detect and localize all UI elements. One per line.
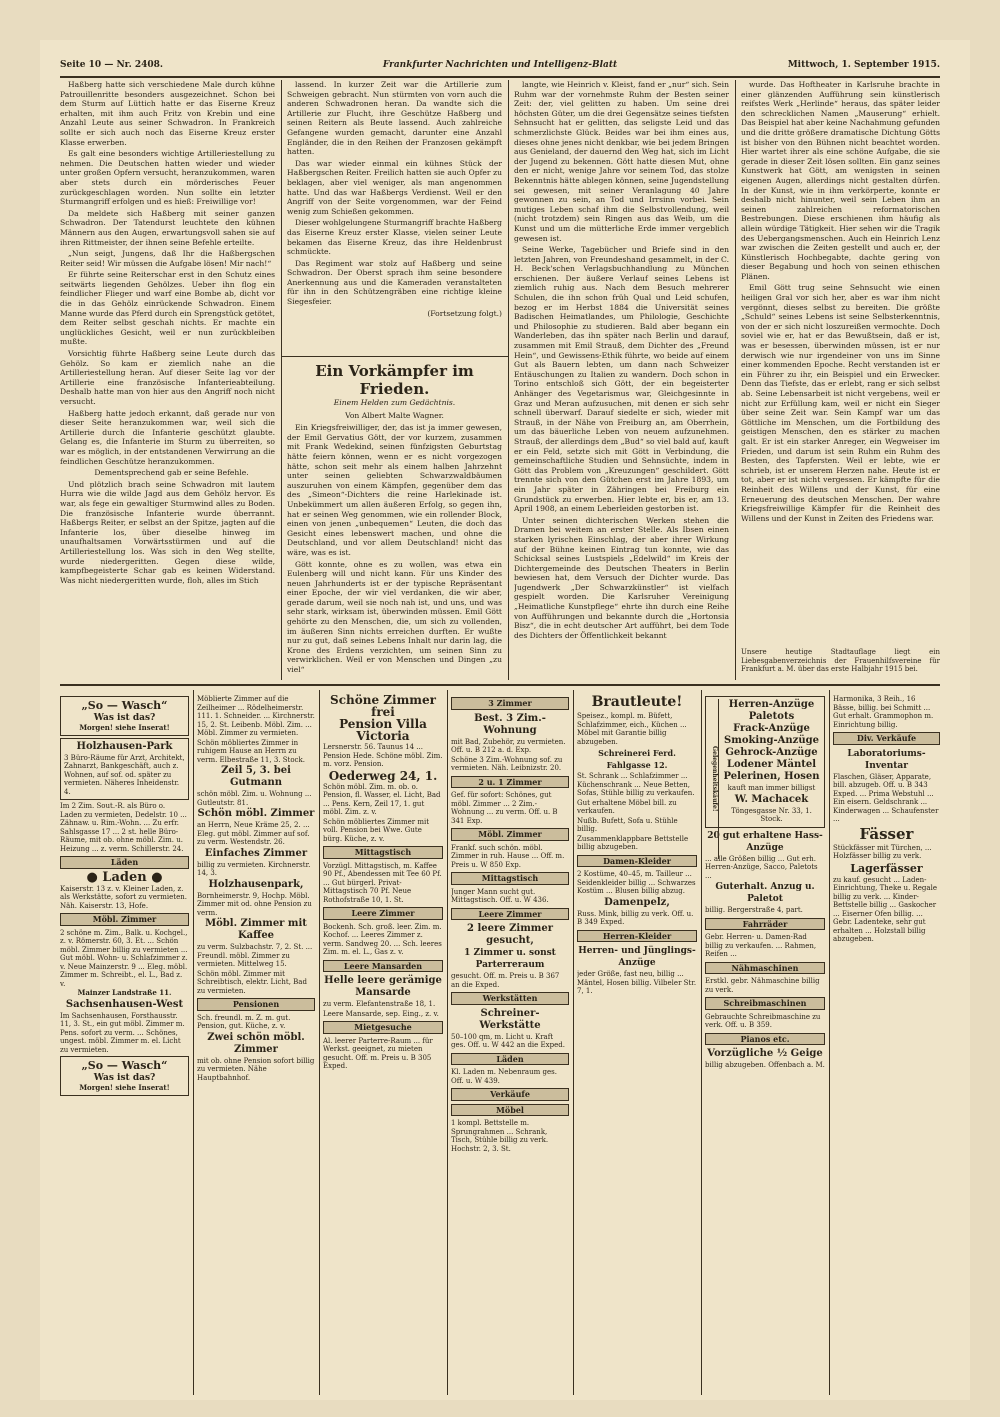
category-header: Mietgesuche: [323, 1021, 443, 1034]
ad-column-divider: [701, 690, 702, 1395]
ad-text: Schön möbliertes Zimmer in ruhigem Hause an Herrn zu verm. Elbestraße 11, 3. Stock.: [197, 738, 305, 764]
ad-text: Lersnerstr. 56. Taunus 14 ... Pension Hede. Schöne möbl. Zim. m. vorz. Pension.: [323, 743, 443, 768]
ad-heading: Pension Villa Victoria: [339, 717, 427, 743]
ad-text: Im 2 Zim. Sout.-R. als Büro o. Laden zu vermieten, Dedelstr. 10 ... Zähnaw. u. Rim.-Wohn. ... Zu erfr. Sahlsgasse 17 ... 2 st. helle Büro-Räume, mit ob. ohne möbl. Zim. u. Heizung ... z. verm. Schillerstr. 24.: [60, 802, 187, 853]
ad-text: Harmonika, 3 Reih., 16 Bässe, billig. bei Schmitt ... Gut erhalt. Grammophon m. Einrichtung billig.: [833, 695, 934, 729]
story-paragraph: Es galt eine besonders wichtige Artilleriestellung zu nehmen. Die Deutschen hatten wieder und wieder unter großen Opfern versucht, heranzukommen, waren aber stets durch ein mörderisches Feuer zurückgeschlagen worden. Nun sollte ein letzter Sturmangriff erfolgen und es hieß: Freiwillige vor!: [60, 149, 275, 207]
category-header: Mittagstisch: [323, 846, 443, 859]
category-header: Pianos etc.: [705, 1033, 825, 1046]
ad-text: kauft man immer billigst: [727, 784, 816, 792]
story-column-1: [60, 80, 275, 680]
ad-heading: Vorzügliche ½ Geige: [707, 1048, 823, 1059]
category-header: Nähmaschinen: [705, 962, 825, 975]
category-header: Leere Mansarden: [323, 960, 443, 973]
category-header: Schreibmaschinen: [705, 997, 825, 1010]
ad-heading: Best. 3 Zim.-Wohnung: [474, 712, 546, 736]
ad-text: Schön möbliertes Zimmer mit voll. Pension bei Wwe. Gute bürg. Küche, z. v.: [323, 817, 430, 843]
ad-text: 2 Kostüme, 40–45, m. Tailleur ... Seidenkleider billig ... Schwarzes Kostüm ... Blusen billig abzug.: [577, 870, 696, 895]
ad-text: Gebrauchte Schreibmaschine zu verk. Off. u. B 359.: [705, 1012, 821, 1029]
story-paragraph: Das war wieder einmal ein kühnes Stück der Haßbergschen Reiter. Freilich hatten sie auch Opfer zu beklagen, aber viel weniger, als man angenommen hatte. Und das war Haßbergs Verdienst. Weil er den Angriff von der Seite vorgenommen, war der Feind wenig zum Schießen gekommen.: [287, 158, 502, 216]
ads-column-5: [577, 694, 697, 1394]
ad-heading: ● Laden ●: [86, 869, 163, 885]
feature-byline: Von Albert Malte Wagner.: [345, 410, 444, 420]
ad-text: Leere Mansarde, sep. Eing., z. v.: [323, 1009, 439, 1018]
category-header: Möbl. Zimmer: [451, 828, 569, 841]
ad-heading: Guterhalt. Anzug u. Paletot: [715, 882, 815, 904]
ad-text: Frankf. such schön. möbl. Zimmer in ruh. Hause ... Off. m. Preis u. W 850 Exp.: [451, 843, 565, 869]
ad-text: Stückfässer mit Türchen, ... Holzfässer billig zu verk.: [833, 843, 932, 860]
ad-column-divider: [573, 690, 574, 1395]
ad-text: jeder Größe, fast neu, billig ... Mäntel, Hosen billig. Vilbeler Str. 7, 1.: [577, 970, 697, 995]
ad-heading: 20 gut erhaltene Hass-Anzüge: [707, 830, 823, 853]
ad-text: 50–100 qm, m. Licht u. Kraft ges. Off. u. W 442 an die Exped.: [451, 1032, 565, 1049]
ad-text: 3 Büro-Räume für Arzt, Architekt, Zahnarzt, Bankgeschäft, auch z. Wohnen, auf sof. od. später zu vermieten. Näheres Inheidenstr. 4.: [64, 753, 185, 796]
ad-text: billig zu vermieten. Kirchnerstr. 14, 3.: [197, 860, 311, 877]
ad-heading: Möbl. Zimmer mit Kaffee: [205, 918, 307, 941]
ad-text: 2 schöne m. Zim., Balk. u. Kochgel., z. v. Römerstr. 60, 3. Et. ... Schön möbl. Zimmer billig zu vermieten ... Gut möbl. Wohn- u. Schlafzimmer z. v. Neue Mainzerstr. 9 ... Eleg. möbl. Zimmer m. Schreibt., el. L., Bad z. v.: [60, 928, 188, 988]
promo-ad: [60, 1056, 189, 1096]
category-header: Leere Zimmer: [323, 907, 443, 920]
story-paragraph: „Nun seigt, Jungens, daß Ihr die Haßbergschen Reiter seid! Wir müssen die Aufgabe lösen! Mir nach!“: [60, 249, 275, 268]
ad-heading: Mainzer Landstraße 11.: [77, 988, 172, 997]
ad-text: gesucht. Off. m. Preis u. B 367 an die Exped.: [451, 972, 560, 989]
ad-text: Gut erhaltene Möbel bill. zu verkaufen.: [577, 798, 677, 815]
ad-heading: Brautleute!: [591, 694, 683, 710]
header-rule: [60, 76, 940, 78]
ad-heading: Smoking-Anzüge: [724, 735, 819, 746]
feature-paragraph: Ein Kriegsfreiwilliger, der, das ist ja immer gewesen, der Emil Gervatius Gött, der vor kurzem, zusammen mit Frank Wedekind, seinen fünfzigsten Geburtstag hätte feiern können, wenn er es nicht vorgezogen hätte, schon seit mehr als einem halben Jahrzehnt unter seinen geliebten Schwarzwaldbäumen auszuruhen von einem Kämpfen, gegenüber dem das des „Simeon“-Dichters die reine Harlekinade ist. Unbekümmert um allen äußeren Erfolg, so gegen ihn, hat er seinen Weg genommen, wie ein rollender Block, einen von jenen „unbequemen“ Leuten, die doch das Gesicht eines lebenswert machen, und ohne die Deutschland, und vor allem Deutschland! nicht das wäre, was es ist.: [287, 423, 502, 557]
supplement-text: Unsere heutige Stadtauflage liegt ein Liebesgabenverzeichnis der Frauenhilfsvereine für Frankfurt a. M. über das erste Halbjahr 1915 bei.: [741, 648, 940, 673]
ad-heading: 1 Zimmer u. sonst Parterreraum: [464, 948, 556, 970]
ad-text: Vorzügl. Mittagstisch, m. Kaffee 90 Pf., Abendessen mit Tee 60 Pf. ... Gut bürgerl. Privat-Mittagstisch 70 Pf. Neue Rothofstraße 10, 1. St.: [323, 861, 442, 904]
ad-text: Kl. Laden m. Nebenraum ges. Off. u. W 439.: [451, 1068, 557, 1085]
ad-text: Töngesgasse Nr. 33, 1. Stock.: [731, 806, 812, 823]
category-header: Möbel: [451, 1104, 569, 1117]
category-header: Werkstätten: [451, 992, 569, 1005]
story-paragraph: Haßberg hatte sich verschiedene Male durch kühne Patrouillenritte besonders ausgezeichnet. Schon bei dem Sturm auf Lüttich hatte er das Eiserne Kreuz erhalten, mit ihm auch Fritz von Krebin und eine Anzahl Leute aus seiner Schwadron. In Frankreich sollte er sich auch noch das Eiserne Kreuz erster Klasse erwerben.: [60, 80, 275, 147]
ad-heading: 2 leere Zimmer gesucht,: [467, 923, 553, 946]
ads-column-2: [197, 694, 315, 1394]
feature-column-3: [514, 80, 729, 680]
promo-teaser: Morgen! siehe Inserat!: [79, 723, 170, 732]
ad-text: Bockenh. Sch. groß. leer. Zim. m. Kochof. ... Leeres Zimmer z. verm. Sandweg 20. ... Sch. leeres Zim. m. el. L., Gas z. v.: [323, 922, 442, 956]
ad-heading: Damenpelz,: [604, 896, 670, 908]
promo-question: Was ist das?: [93, 713, 156, 723]
ad-heading: Einfaches Zimmer: [204, 847, 308, 859]
clothing-ad: [705, 696, 825, 828]
column-divider: [508, 80, 509, 680]
ad-text: billig abzugeben. Offenbach a. M.: [705, 1061, 825, 1069]
column-divider: [735, 80, 736, 680]
ad-column-divider: [319, 690, 320, 1395]
category-header: Pensionen: [197, 998, 315, 1011]
ad-text: zu verm. Elefantenstraße 18, 1.: [323, 1000, 436, 1008]
ad-text: an Herrn, Neue Kräme 25, 2. ... Eleg. gut möbl. Zimmer auf sof. zu verm. Westendstr. 26.: [197, 821, 310, 846]
ad-text: Kaiserstr. 13 z. v. Kleiner Laden, z. als Werkstätte, sofort zu vermieten. Näh. Kaiserstr. 13, Hofe.: [60, 884, 187, 910]
ads-column-4: [451, 694, 569, 1394]
ads-top-rule: [60, 684, 940, 686]
ad-heading: Lagerfässer: [850, 861, 923, 875]
feature-column-4: [741, 80, 940, 640]
ad-heading: Zeil 5, 3. bei Gutmann: [221, 765, 291, 788]
ad-text: Schöne 3 Zim.-Wohnung sof. zu vermieten. Näh. Leibnizstr. 20.: [451, 755, 563, 772]
ad-heading: Herren- und Jünglings-Anzüge: [578, 946, 696, 968]
section-rule: [282, 356, 508, 357]
ad-heading: Pelerinen, Hosen: [723, 771, 820, 782]
ad-heading: Herren-Anzüge: [728, 699, 815, 710]
story-column-2: [287, 80, 502, 352]
feature-paragraph: langte, wie Heinrich v. Kleist, fand er „nur“ sich. Sein Ruhm war der vornehmste Ruhm der Besten seiner Zeit: der, viel gelitten zu haben. Um seine drei höchsten Güter, um die drei Gegensätze seines tiefsten Sehnsucht hat er gelitten, das seligste Leid und das schmerzlichste Glück. Beides war bei ihm eines aus, dieses ohne jenes nicht denkbar, wie bei jedem Bringen aus Genieland, der dauernd den Weg hat, sich im Licht der Jugend zu bekennen. Gött hatte diesen Mut, ohne den er nicht, wenige Jahre vor seinem Tod, das stolze Bekenntnis hätte ablegen können, seine Jugendstellung sei gewesen, mit seiner Veranlagung 40 Jahre gewonnen zu sein, an Tod und Irrsinn vorbei. Sein mutiges Leben schaf ihm die Selbstvollendung, weil (nicht trotzdem) sein Ringen aus das Weib, um die Kunst und um die mütterliche Erde immer vergeblich gewesen ist.: [514, 80, 729, 243]
ad-text: Zusammenklappbare Bettstelle billig abzugeben.: [577, 834, 689, 851]
ad-heading: Zwei schön möbl. Zimmer: [207, 1031, 305, 1055]
ads-column-3: [323, 694, 443, 1394]
story-paragraph: Dieser wohlgelungene Sturmangriff brachte Haßberg das Eiserne Kreuz erster Klasse, vielen seiner Leute bekamen das Eiserne Kreuz, das ihre Heldenbrust schmückte.: [287, 218, 502, 257]
ad-heading: Oederweg 24, 1.: [328, 768, 438, 783]
ad-column-divider: [447, 690, 448, 1395]
issue-date: Mittwoch, 1. September 1915.: [787, 60, 940, 70]
feature-dedication: Einem Helden zum Gedächtnis.: [333, 398, 456, 407]
ad-text: Schön möbl. Zimmer mit Schreibtisch, elektr. Licht, Bad zu vermieten.: [197, 969, 307, 995]
story-paragraph: Und plötzlich brach seine Schwadron mit lautem Hurra wie die wilde Jagd aus dem Gehölz hervor. Es war, als fege ein gewaltiger Sturmwind alles zu Boden. Die französische Infanterie wurde überrannt. Haßbergs Reiter, er selbst an der Spitze, jagten auf die Infanterie los, über dieselbe hinweg im unaufhaltsamen Vorwärtsstürmen und auf die Artilleriestellung los. Was sich in den Weg stellte, wurde niedergeritten. Gegen diese wilde, kampfbegeisterte Schar gab es keinen Widerstand. Was nicht niedergeritten wurde, floh, alles im Stich: [60, 479, 275, 585]
ad-text: Gebr. Herren- u. Damen-Rad billig zu verkaufen. ... Rahmen, Reifen ...: [705, 933, 817, 958]
ad-heading: Paletots: [748, 711, 795, 722]
ad-sideband: Gelegenheitskäufe!: [707, 699, 719, 859]
category-header: Damen-Kleider: [577, 855, 697, 868]
story-paragraph: Da meldete sich Haßberg mit seiner ganzen Schwadron. Der Tatendurst leuchtete den kühnen Männern aus den Augen, erwartungsvoll sahen sie auf ihren Rittmeister, der ihnen seine Befehle erteilte.: [60, 208, 275, 247]
ad-heading: Frack-Anzüge: [733, 723, 810, 734]
feature-paragraph: Emil Gött trug seine Sehnsucht wie einen heiligen Gral vor sich her, aber es war ihm nicht vergönnt, dieses selbst zu bereiten. Die größte „Schuld“ seines Lebens ist seine Selbsterkenntnis, von der er sich nicht loszureißen vermochte. Doch soviel wie er, hat er das Bewußtsein, daß er ist, was er besessen, überwinden müssen, ist er nur derwisch wie nur irgendeiner von uns im Sinne einer kommenden Epoche. Recht verstanden ist er ein Führer zu ihr, ein Beispiel und ein Erwecker. Denn das Tiefste, das er erlebt, rang er sich selbst ab. Seine Lebensarbeit ist nicht vergebens, weil er nicht zur Erfüllung kam, weil er nicht ein Sieger über seine Zeit war. Sein Kampf war um das Göttliche im Menschen, um die Fortbildung des geistigen Menschen, den es stärker zu machen galt. Er ist ein starker Anreger, ein Wegweiser im Frieden, und darum ist sein Ruhm ein Ruhm des Besten, des Tapfersten. Weil er lebte, wie er schrieb, ist er unserem Herzen nahe. Heute ist er tot, aber er ist nicht vergessen. Er kämpfte für die Reinheit des Willens und der Kunst, für eine Erneuerung des deutschen Menschen. Der wahre Kriegsfreiwillige Kämpfer für die Reinheit des Willens und der Kunst in Zeiten des Friedens war.: [741, 283, 940, 523]
ad-column-divider: [829, 690, 830, 1395]
ad-text: 1 kompl. Bettstelle m. Sprungrahmen ... Schrank, Tisch, Stühle billig zu verk. Hochstr. 2, 3. St.: [451, 1119, 549, 1153]
ads-column-6: [705, 694, 825, 1394]
story-paragraph: Er führte seine Reiterschar erst in den Schutz eines seitwärts liegenden Gehölzes. Ueber ihn flog ein feindlicher Flieger und warf eine Bombe ab, dicht vor die in das Gehölz einrückende Schwadron. Einem Manne wurde das Pferd durch ein Sprengstück getötet, dem Reiter selbst geschah nichts. Er machte ein unglückliches Gesicht, weil er nun zurückbleiben mußte.: [60, 270, 275, 347]
category-header: 2 u. 1 Zimmer: [451, 776, 569, 789]
category-header: Läden: [60, 856, 189, 869]
ad-text: Schön möbl. Zim. m. ob. o. Pension, fl. Wasser, el. Licht, Bad ... Pens. Kern, Zeil 17, 1. gut möbl. Zim. z. v.: [323, 782, 441, 816]
promo-ad: [60, 696, 189, 736]
ad-text: Speisez., kompl. m. Büfett, Schlafzimmer, eich., Küchen ... Möbel mit Garantie billig abzugeben.: [577, 712, 687, 746]
story-paragraph: Das Regiment war stolz auf Haßberg und seine Schwadron. Der Oberst sprach ihm seine besondere Anerkennung aus und die Kameraden veranstalteten für ihn in den Schützengräben eine richtige kleine Siegesfeier.: [287, 258, 502, 307]
ad-text: St. Schrank ... Schlafzimmer ... Küchenschrank ... Neue Betten, Sofas, Stühle billig zu verkaufen.: [577, 772, 695, 797]
ads-column-1: [60, 694, 189, 1394]
ad-text: Flaschen, Gläser, Apparate, bill. abzugeb. Off. u. B 343 Exped. ... Prima Webstuhl ... Ein eisern. Geldschrank ... Kinderwagen ... Schaufenster ...: [833, 772, 939, 823]
story-paragraph: lassend. In kurzer Zeit war die Artillerie zum Schweigen gebracht. Nun stürmten von vorn auch die anderen Schwadronen heran. Da wandte sich die Artillerie zur Flucht, ihre Geschütze Haßberg und seinen Reitern als Beute lassend. Auch zahlreiche Gefangene wurden gemacht, darunter eine Anzahl Engländer, die in den Reihen der Franzosen gekämpft hatten.: [287, 80, 502, 157]
feature-paragraph: Seine Werke, Tagebücher und Briefe sind in den letzten Jahren, von Freundeshand gesammelt, in der C. H. Beck'schen Verlagsbuchhandlung zu München erschienen. Der äußere Verlauf seines Lebens ist ziemlich ruhig aus. Nach dem Besuch mehrerer Schulen, die ihn schon früh Qual und Leid schufen, bezog er im Herbst 1884 die Universität seines Badischen Heimatlandes, um Philologie, Geschichte und Philosophie zu studieren. Bald aber begann ein Wanderleben, das ihn später nach Berlin und darauf, zusammen mit Emil Strauß, dem Dichter des „Freund Hein“, und Gewissens-Ethik führte, wo beide auf einem Gut als Bauern lebten, um dann nach Schweizer Entäuschungen zu Italien zu wandern. Doch schon in Torino entschloß sich Gött, der ein begeisterter Anhänger des Vegetarismus war, Gleichgesinnte in Graz und Meran aufzusuchen, mit denen er sich sehr schnell überwarf. Darauf siedelte er sich, wieder mit Strauß, in der Nähe von Freiburg an, am Oberrhein, um das bäuerliche Leben von neuem aufzunehmen. Strauß, der allerdings dem „Bud“ so viel bald auf, kauft er ein Feld, setzte sich mit Gött in Verbindung, die gemeinschaftliche Studien und Sehnsüchte, indem in Gött das Problem von „Kreuzungen“ geschildert. Gött trennte sich von den Gütchen erst im Jahre 1893, um ein Jahr später in Zähringen bei Freiburg ein Grundstück zu erwerben. Hier lebte er, bis er, am 13. April 1908, an einem Leberleiden gestorben ist.: [514, 245, 729, 514]
category-header: Leere Zimmer: [451, 908, 569, 921]
ad-text: Möblierte Zimmer auf die Zeilheimer ... Rödelheimerstr. 111. 1. Schneider. ... Kirchnerstr. 15, 2. St. Leibenb. Möbl. Zim. ... Möbl. Zimmer zu vermieten.: [197, 695, 315, 737]
ad-text: mit Bad, Zubehör, zu vermieten. Off. u. B 212 a. d. Exp.: [451, 737, 566, 754]
promo-title: „So — Wasch“: [81, 699, 168, 712]
ad-heading: Lodener Mäntel: [726, 759, 817, 770]
story-paragraph: Haßberg hatte jedoch erkannt, daß gerade nur von dieser Seite heranzukommen war, weil sich die Artillerie durch die Infanterie geschützt glaubte. Gelang es, die Infanterie im Sturm zu überreiten, so war es möglich, in der entstandenen Verwirrung an die feindlichen Geschütze heranzukommen.: [60, 408, 275, 466]
category-header: Herren-Kleider: [577, 930, 697, 943]
ad-text: zu kauf. gesucht ... Laden-Einrichtung, Theke u. Regale billig zu verk. ... Kinder-Bettstelle billig ... Gaskocher ... Eiserner Ofen billig. ... Gebr. Ladenteke, sehr gut erhalten ... Holzstall billig abzugeben.: [833, 875, 937, 943]
masthead-title: Frankfurter Nachrichten und Intelligenz-Blatt: [382, 60, 618, 70]
ad-text: billig. Bergerstraße 4, part.: [705, 906, 803, 914]
column-divider: [281, 80, 282, 680]
ad-heading: Schreinerei Ferd. Fahlgasse 12.: [598, 748, 676, 770]
ad-heading: Fässer: [859, 824, 914, 843]
ad-text: Nußb. Bufett, Sofa u. Stühle billig.: [577, 816, 678, 833]
ad-text: Junger Mann sucht gut. Mittagstisch. Off. u. W 436.: [451, 887, 549, 904]
ad-text: Al. leerer Parterre-Raum ... für Werkst. geeignet, zu mieten gesucht. Off. m. Preis u. B 305 Exped.: [323, 1036, 433, 1070]
category-header: 3 Zimmer: [451, 697, 569, 710]
feature-paragraph: Gött konnte, ohne es zu wollen, was etwa ein Eulenberg will und nicht kann. Für uns Kinder des neuen Jahrhunderts ist er der typische Repräsentant einer Epoche, der wir viel verdanken, die wir aber, gerade darum, weil sie noch nah ist, und uns, und was sehr stark, wirksam ist, überwinden müssen. Emil Gött gehörte zu den Menschen, die, um sich zu vollenden, im äußeren Sinn nichts erreichen durften. Er wußte nur zu gut, daß seines Lebens Inhalt nur darin lag, die Krone des Erdens verzichten, um seinen Sinn zu verwirklichen. Weil er von Menschen und Dingen „zu viel“: [287, 559, 502, 675]
category-header: Läden: [451, 1053, 569, 1066]
ad-heading: Helle leere gerämige Mansarde: [324, 975, 442, 998]
ad-heading: Holzhausen-Park: [76, 740, 173, 752]
category-header: Verkäufe: [451, 1088, 569, 1101]
supplement-notice: [741, 648, 940, 680]
page-number: Seite 10 — Nr. 2408.: [60, 60, 164, 70]
feature-paragraph: wurde. Das Hoftheater in Karlsruhe brachte in einer glänzenden Aufführung sein künstlerisch reifstes Werk „Herlinde“ heraus, das später leider den schrecklichen Namen „Mauserung“ erhielt. Das Beispiel hat aber keine Nachahmung gefunden und die dritte größere dramatische Dichtung Götts ist bisher von den Bühnen nicht beachtet worden. Hier wartet ihrer als eine schöne Aufgabe, die sie gerade in dieser Zeit lösen sollten. Ein ganz seines Kunstwerk hat Gött, am wenigsten in seinen eigenen Augen, allerdings nicht gestalten dürfen. In der Kunst, wie in ihm verkörperte, konnte er deshalb nicht hinunter, weil sein Leben ihm an seinen zahlreichen reformatorischen Bestrebungen. Diese erschienen ihm häufig als allein würdige Tätigkeit. Hier sehen wir die Tragik des Uebergangsmenschen. Auch ein Heinrich Lenz war zwischen die Zeiten gestellt und auch er, der Künstlerisch Hochbegabte, dachte gering von dieser Begabung und hoch von seinen ethischen Plänen.: [741, 80, 940, 281]
ad-text: Bornheimerstr. 9, Hochp. Möbl. Zimmer mit od. ohne Pension zu verm.: [197, 891, 312, 917]
ad-text: Erstkl. gebr. Nähmaschine billig zu verk.: [705, 977, 820, 994]
feature-paragraph: Unter seinen dichterischen Werken stehen die Dramen bei weitem an erster Stelle. Als Ibsen einen starken lyrischen Einschlag, der aber ihrer Wirkung auf der Bühne keinen Eintrag tun konnte, wie das Schicksal seines Lustspiels „Edelwild“ im Kreis der Dichtergemeinde des Deutschen Theaters in Berlin bewiesen hat, dem Versuch der Dichter wurde. Das Jugendwerk „Der Schwarzkünstler“ ist vielfach gespielt worden. Die Karlsruher Vereinigung „Heimatliche Kunstpflege“ ehrte ihn durch eine Reihe von Aufführungen und bekannte durch die „Hortonsia Bisz“, die in echt deutscher Art aufführt, bei dem Tode des Dichters der Öffentlichkeit bekannt: [514, 515, 729, 640]
ad-text: Im Sachsenhausen, Forsthausstr. 11, 3. St., ein gut möbl. Zimmer m. Pens. sofort zu verm. ... Schönes, ungest. möbl. Zimmer m. el. Licht zu vermieten.: [60, 1011, 185, 1054]
ad-column-divider: [193, 690, 194, 1395]
feature-headline: Ein Vorkämpfer im Frieden.: [315, 362, 474, 398]
ad-heading: Schön möbl. Zimmer: [197, 808, 315, 819]
ad-heading: W. Machacek: [734, 793, 809, 805]
running-header: [60, 60, 940, 76]
story-paragraph: Vorsichtig führte Haßberg seine Leute durch das Gehölz. So kam er ziemlich nahe an die Artilleriestellung heran. Auf dieser Seite lag vor der Artillerie eine französische Infanterieabteilung. Deshalb hatte man von hier aus den Angriff noch nicht versucht.: [60, 349, 275, 406]
continuation-note: (Fortsetzung folgt.): [427, 308, 502, 318]
ad-text: zu verm. Sulzbachstr. 7, 2. St. ... Freundl. möbl. Zimmer zu vermieten. Mittelweg 15.: [197, 943, 313, 968]
ad-heading: Sachsenhausen-West: [65, 998, 184, 1010]
ad-text: ... alle Größen billig ... Gut erh. Herren-Anzüge, Sacco, Paletots ...: [705, 854, 818, 880]
promo-teaser: Morgen! siehe Inserat!: [79, 1083, 170, 1092]
feature-article: [287, 362, 502, 680]
promo-question: Was ist das?: [93, 1073, 156, 1083]
ads-column-7: [833, 694, 940, 1394]
ad-heading: Laboratoriums-Inventar: [847, 748, 926, 771]
ad-heading: Schreiner-Werkstätte: [479, 1007, 541, 1031]
category-header: Mittagstisch: [451, 872, 569, 885]
ad-heading: Holzhausenpark,: [208, 878, 304, 890]
ad-text: Russ. Mink, billig zu verk. Off. u. B 349 Exped.: [577, 909, 694, 926]
category-header: Möbl. Zimmer: [60, 913, 189, 926]
ad-heading: Gehrock-Anzüge: [725, 747, 818, 758]
ad-text: schön möbl. Zim. u. Wohnung ... Gutleutstr. 81.: [197, 790, 312, 807]
ad-text: mit ob. ohne Pension sofort billig zu vermieten. Nähe Hauptbahnhof.: [197, 1056, 315, 1082]
category-header: Fahrräder: [705, 918, 825, 931]
ad-text: Gef. für sofort: Schönes, gut möbl. Zimmer ... 2 Zim.-Wohnung ... zu verm. Off. u. B 341 Exp.: [451, 791, 558, 825]
category-header: Div. Verkäufe: [833, 732, 940, 745]
story-paragraph: Dementsprechend gab er seine Befehle.: [94, 468, 249, 478]
ad-heading: Schöne Zimmer frei: [330, 694, 436, 719]
ad-text: Sch. freundl. m. Z. m. gut. Pension, gut. Küche, z. v.: [197, 1013, 291, 1030]
promo-title: „So — Wasch“: [81, 1059, 168, 1072]
office-ad: [60, 738, 189, 801]
